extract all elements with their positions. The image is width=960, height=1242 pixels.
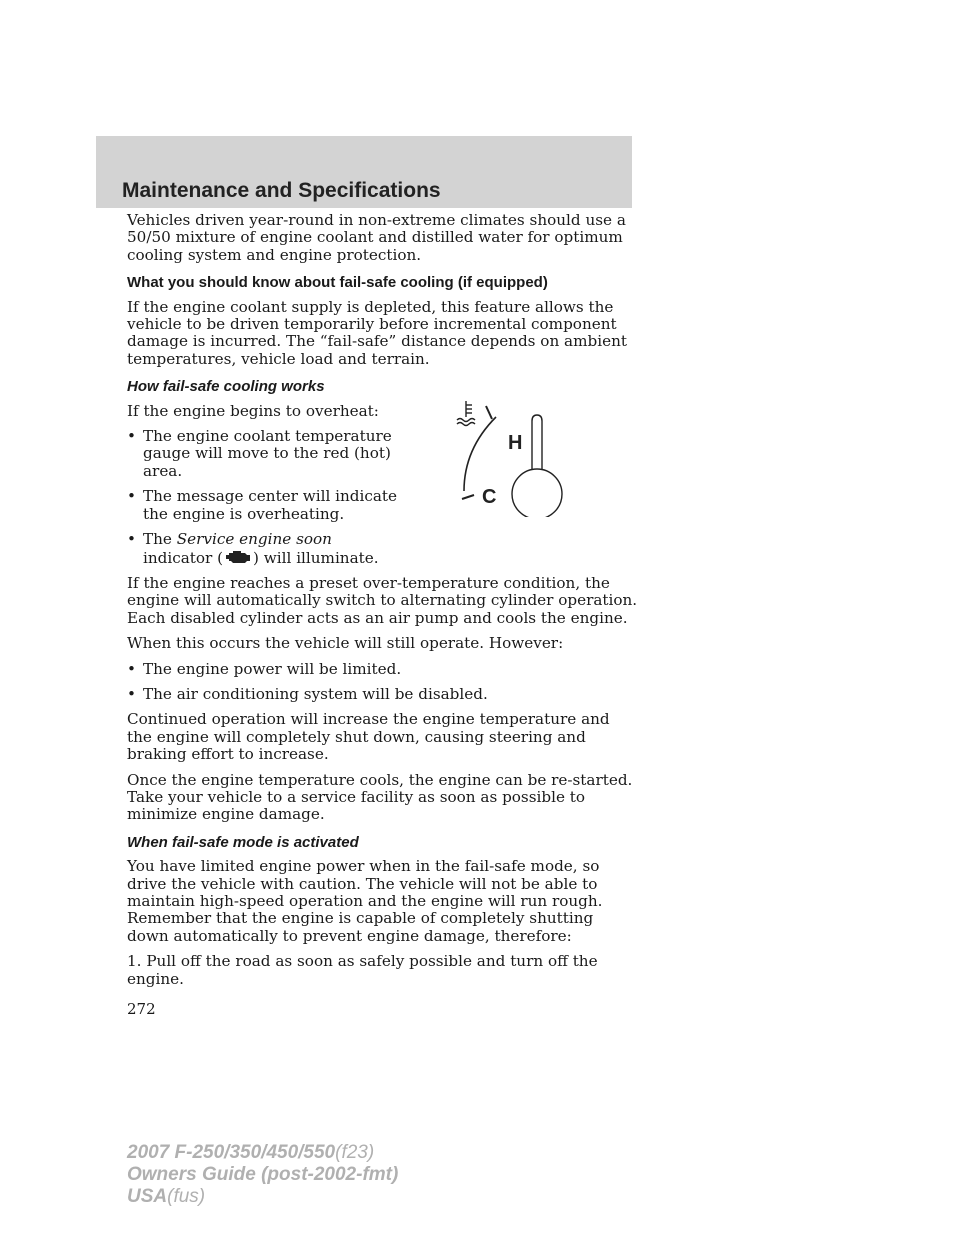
- page-title: Maintenance and Specifications: [122, 179, 441, 202]
- bullet-mark: •: [127, 487, 136, 506]
- step-1: 1. Pull off the road as soon as safely possible and turn off the engine.: [127, 952, 598, 988]
- intro-paragraph: Vehicles driven year-round in non-extreme climates should use a 50/50 mixture of engine coolant and distilled water for optimum cooling system and engine protection.: [127, 211, 626, 264]
- temperature-gauge-icon: [452, 399, 572, 517]
- check-engine-icon: [223, 549, 253, 565]
- restart-paragraph: Once the engine temperature cools, the engine can be re-started. Take your vehicle to a service facility as soon as possible to minimize engine damage.: [127, 770, 633, 824]
- page-number: 272: [127, 1000, 156, 1018]
- overheat-block: [127, 403, 639, 567]
- list-item: • The Service engine soon indicator ( ) will illuminate.: [127, 530, 379, 567]
- list-item: • The engine coolant temperature gauge will move to the red (hot) area.: [127, 427, 392, 480]
- fail-safe-mode-paragraph: You have limited engine power when in the fail-safe mode, so drive the vehicle with caution. The vehicle will not be able to maintain high-speed operation and the engine will run rough. Remember that the engine is capable of completely shutting down automatically to prevent engine damage, therefore:: [127, 857, 603, 945]
- overheat-lead: If the engine begins to overheat:: [127, 401, 379, 420]
- section-heading-activated: When fail-safe mode is activated: [127, 833, 359, 851]
- list-item: • The air conditioning system will be disabled.: [127, 684, 488, 703]
- list-item: • The message center will indicate the engine is overheating.: [127, 487, 398, 523]
- section-heading-fail-safe: What you should know about fail-safe cooling (if equipped): [127, 274, 548, 292]
- footer-block: 2007 F-250/350/450/550(f23) Owners Guide (post-2002-fmt) USA(fus): [127, 1142, 399, 1207]
- service-engine-soon-label: Service engine soon: [176, 530, 332, 549]
- bullet-mark: •: [127, 530, 136, 549]
- page-content: [127, 212, 639, 996]
- bullet-mark: •: [127, 659, 136, 678]
- still-operate-paragraph: When this occurs the vehicle will still operate. However:: [127, 634, 564, 653]
- coolant-symbol-icon: [457, 401, 475, 426]
- shutdown-paragraph: Continued operation will increase the engine temperature and the engine will completely shut down, causing steering and braking effort to increase.: [127, 710, 610, 764]
- bullet-mark: •: [127, 684, 136, 703]
- gauge-cold-label: C: [482, 485, 497, 508]
- over-temperature-paragraph: If the engine reaches a preset over-temperature condition, the engine will automatically switch to alternating cylinder operation. Each disabled cylinder acts as an air pump and cools the engine.: [127, 573, 638, 627]
- list-item: • The engine power will be limited.: [127, 659, 402, 678]
- gauge-hot-label: H: [508, 431, 523, 454]
- fail-safe-paragraph: If the engine coolant supply is depleted, this feature allows the vehicle to be driven temporarily before incremental component damage is incurred. The “fail-safe” distance depends on ambient temperatures, vehicle load and terrain.: [127, 297, 627, 368]
- bullet-mark: •: [127, 427, 136, 446]
- section-heading-how-it-works: How fail-safe cooling works: [127, 378, 325, 396]
